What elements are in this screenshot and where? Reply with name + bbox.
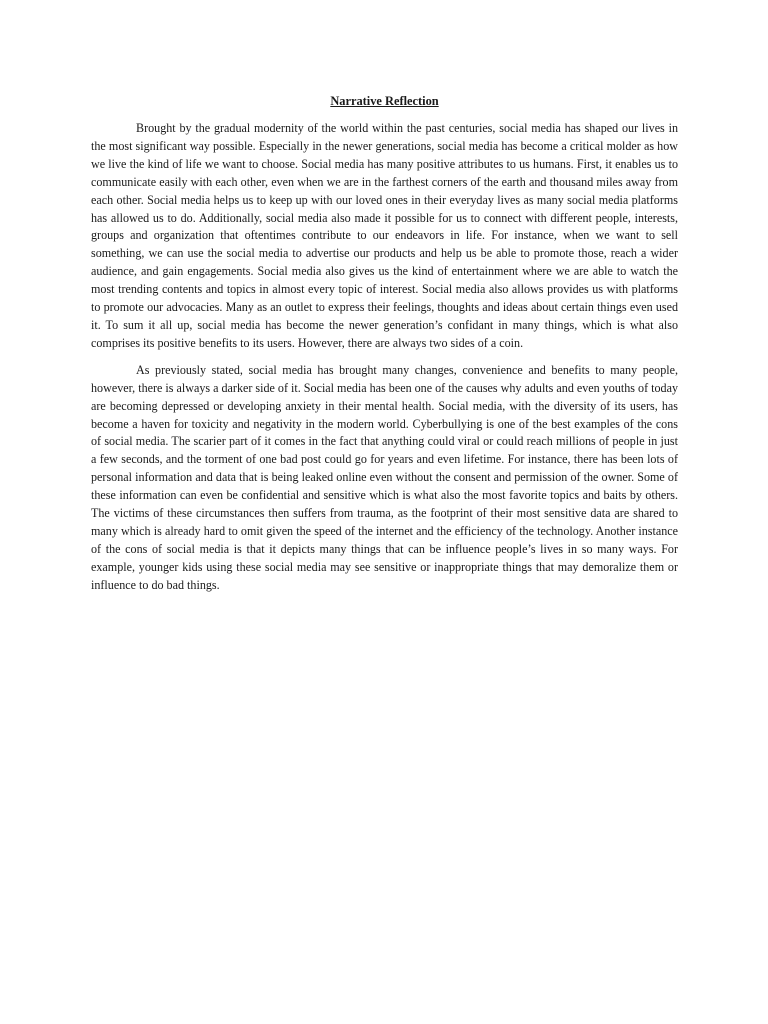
- document-body: [91, 92, 678, 604]
- paragraph-1: Brought by the gradual modernity of the world within the past centuries, social media has shaped our lives in the most significant way possible. Especially in the newer generations, social media has become a critical molder as how we live the kind of life we want to choose. Social media has many positive attributes to us humans. First, it enables us to communicate easily with each other, even when we are in the farthest corners of the earth and thousand miles away from each other. Social media helps us to keep up with our loved ones in their everyday lives as many social media platforms has allowed us to do. Additionally, social media also made it possible for us to connect with different people, interests, groups and organization that oftentimes contribute to our endeavors in life. For instance, when we want to sell something, we can use the social media to advertise our products and help us be able to promote those, reach a wider audience, and gain engagements. Social media also gives us the kind of entertainment where we are able to watch the most trending contents and topics in almost every topic of interest. Social media also allows provides us with platforms to promote our advocacies. Many as an outlet to express their feelings, thoughts and ideas about certain things even used it. To sum it all up, social media has become the newer generation’s confidant in many things, which is what also comprises its positive benefits to its users. However, there are always two sides of a coin.: [91, 121, 678, 350]
- paragraph-2: As previously stated, social media has brought many changes, convenience and benefits to many people, however, there is always a darker side of it. Social media has been one of the causes why adults and even youths of today are becoming depressed or developing anxiety in their mental health. Social media, with the diversity of its users, has become a haven for toxicity and negativity in the modern world. Cyberbullying is one of the best examples of the cons of social media. The scarier part of it comes in the fact that anything could viral or could reach millions of people in just a few seconds, and the torment of one bad post could go for years and even lifetime. For instance, there has been lots of personal information and data that is being leaked online even without the consent and permission of the owner. Some of these information can even be confidential and sensitive which is what also the most favorite topics and baits by others. The victims of these circumstances then suffers from trauma, as the footprint of their most sensitive data are shared to many which is already hard to omit given the speed of the internet and the efficiency of the technology. Another instance of the cons of social media is that it depicts many things that can be influence people’s lives in so many ways. For example, younger kids using these social media may see sensitive or inappropriate things that may demoralize them or influence to do bad things.: [91, 362, 678, 592]
- document-title: Narrative Reflection: [330, 94, 439, 108]
